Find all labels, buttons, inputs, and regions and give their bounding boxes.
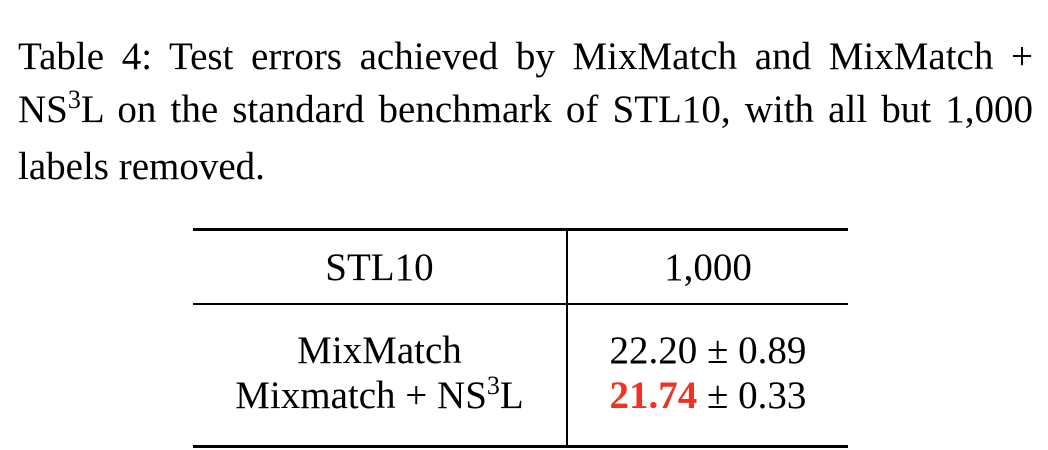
best-error-value: 21.74 — [609, 374, 698, 417]
value-cell — [567, 304, 848, 373]
method-superscript: 3 — [486, 371, 500, 400]
value-cell — [567, 373, 848, 447]
table-row — [193, 373, 848, 447]
plus-minus: ± — [707, 329, 729, 372]
caption-label: Table 4: — [18, 35, 153, 78]
method-cell — [193, 373, 567, 447]
caption-text-part1: Test errors achieved by MixMatch and MixMatch + NS — [18, 35, 1033, 131]
table-row — [193, 304, 848, 373]
method-name: Mixmatch + NS — [235, 374, 487, 417]
results-table — [193, 228, 848, 448]
header-dataset: STL10 — [193, 230, 567, 305]
error-value: 22.20 — [609, 329, 698, 372]
method-name: MixMatch — [297, 329, 462, 372]
caption-text-part2: L on the standard benchmark of STL10, with all but 1,000 labels removed. — [18, 88, 1033, 188]
method-cell — [193, 304, 567, 373]
results-table-container — [193, 228, 848, 448]
header-labels: 1,000 — [664, 245, 752, 289]
error-std: 0.89 — [738, 329, 807, 372]
plus-minus: ± — [707, 374, 729, 417]
table-caption — [18, 30, 1033, 193]
table-header-row — [193, 230, 848, 305]
method-suffix: L — [499, 374, 524, 417]
caption-superscript: 3 — [67, 85, 81, 114]
error-std: 0.33 — [738, 374, 807, 417]
